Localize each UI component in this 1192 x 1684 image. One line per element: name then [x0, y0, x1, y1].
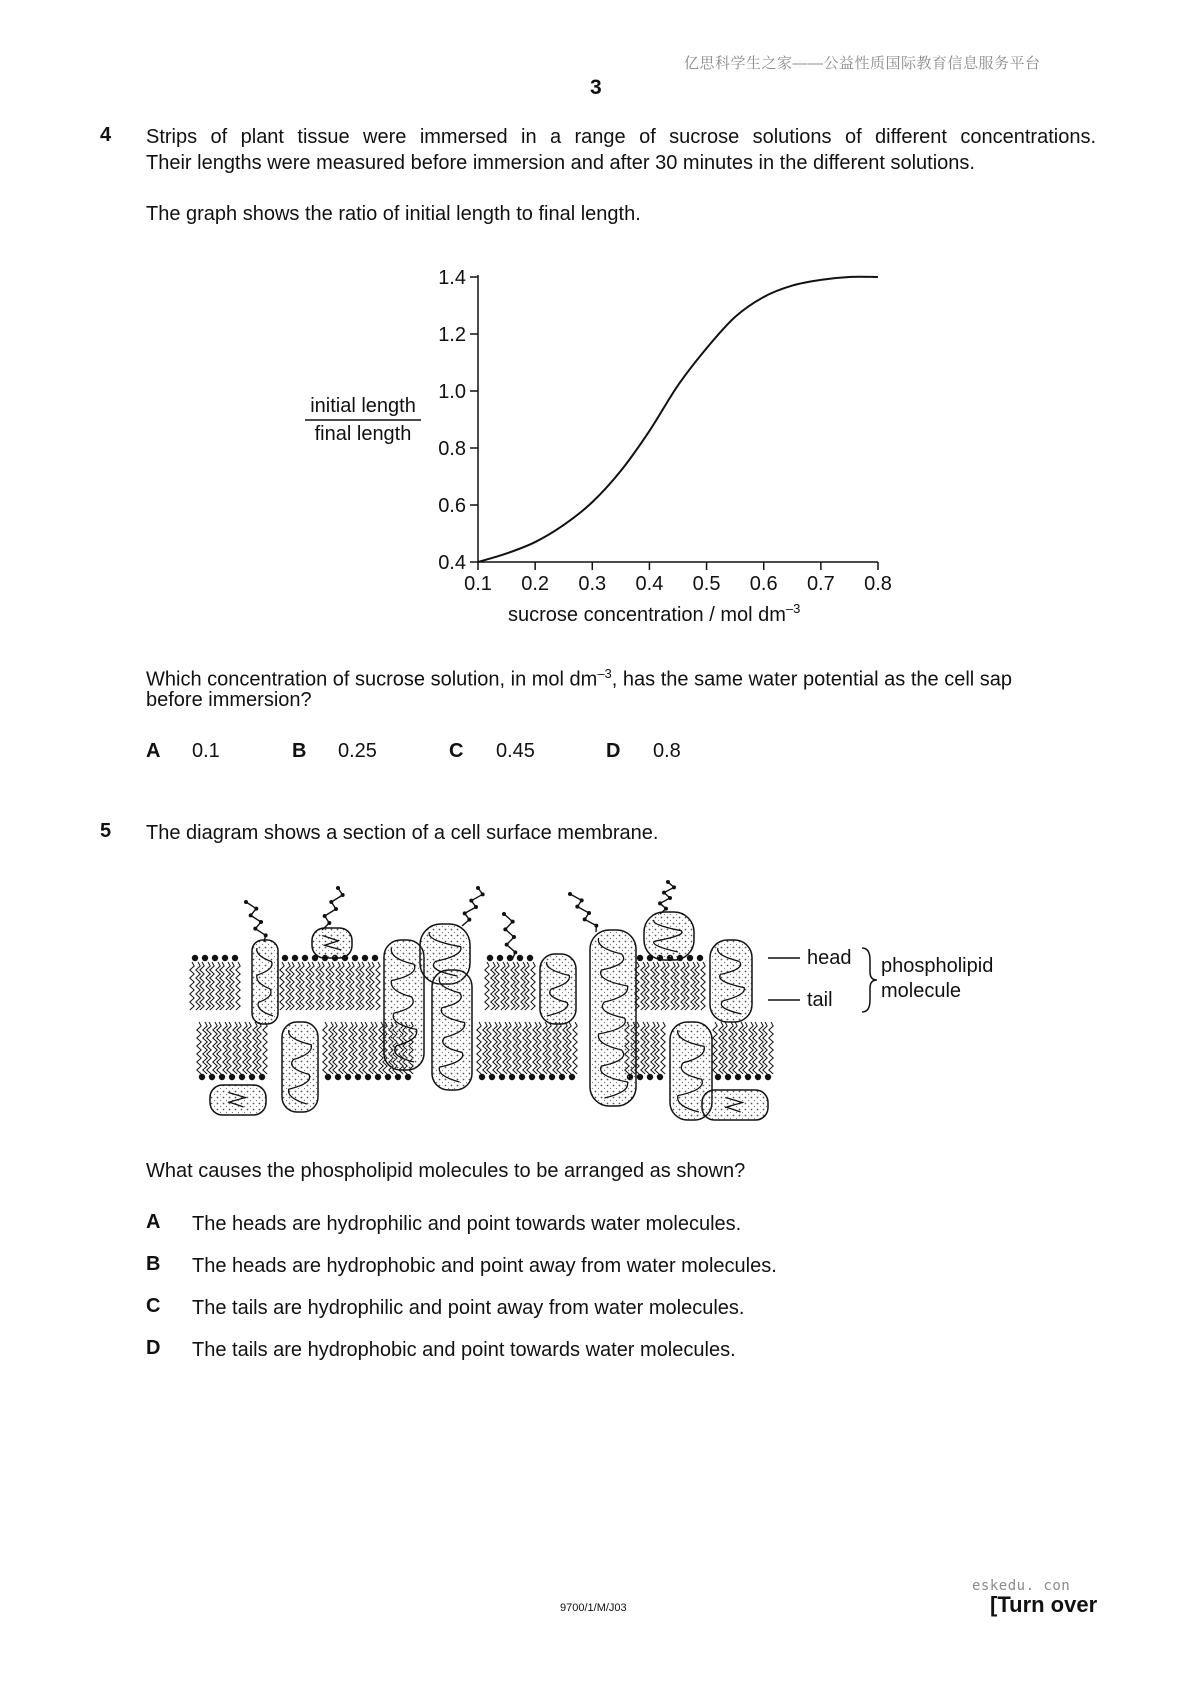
- phospholipid-head: [232, 955, 238, 961]
- chart-y-tick-label: 1.4: [438, 267, 466, 289]
- question-4-line-1: Strips of plant tissue were immersed in a range of sucrose solutions of different concentrations.: [146, 126, 1096, 148]
- sugar-unit: [513, 950, 517, 954]
- sugar-unit: [568, 892, 572, 896]
- phospholipid-head: [697, 955, 703, 961]
- phospholipid-head: [529, 1074, 535, 1080]
- phospholipid-tail: [330, 962, 334, 1010]
- phospholipid-head: [647, 1074, 653, 1080]
- turn-over-label: [Turn over: [990, 1592, 1098, 1617]
- sugar-unit: [583, 917, 587, 921]
- phospholipid-head: [725, 1074, 731, 1080]
- sugar-unit: [662, 891, 666, 895]
- phospholipid-head: [199, 1074, 205, 1080]
- chart-ylabel-denominator: final length: [314, 423, 412, 445]
- phospholipid-head: [489, 1074, 495, 1080]
- sugar-unit: [476, 886, 480, 890]
- chart-series-line: [478, 277, 878, 562]
- phospholipid-tail: [263, 1022, 267, 1074]
- q4-option-d-letter: D: [606, 740, 621, 762]
- chart-x-tick-label: 0.5: [692, 573, 721, 595]
- sugar-unit: [467, 918, 471, 922]
- phospholipid-head: [222, 955, 228, 961]
- membrane-proteins: [210, 912, 768, 1120]
- watermark-text: 亿思科学生之家——公益性质国际教育信息服务平台: [684, 55, 1041, 72]
- phospholipid-head: [517, 955, 523, 961]
- phospholipid-tail: [376, 962, 380, 1010]
- question-4-line-2: Their lengths were measured before immersion and after 30 minutes in the different solutions.: [146, 152, 975, 174]
- question-5-number: 5: [100, 820, 112, 842]
- label-head: head: [807, 947, 852, 969]
- glycoprotein-chain: [322, 888, 343, 930]
- sugar-unit: [259, 920, 263, 924]
- sugar-unit: [580, 898, 584, 902]
- phospholipid-tail: [230, 962, 234, 1010]
- chart-xlabel: sucrose concentration / mol $dm^{-3}$: [508, 601, 801, 626]
- phospholipid-head: [212, 955, 218, 961]
- phospholipid-head: [569, 1074, 575, 1080]
- footer-code: 9700/1/M/J03: [560, 1602, 627, 1614]
- chart-x-tick-label: 0.1: [464, 573, 492, 595]
- page-number: 3: [590, 76, 602, 99]
- phospholipid-head: [559, 1074, 565, 1080]
- phospholipid-tail: [300, 962, 304, 1010]
- phospholipid-tail: [695, 962, 699, 1010]
- phospholipid-head: [637, 1074, 643, 1080]
- phospholipid-head: [259, 1074, 265, 1080]
- phospholipid-head: [657, 1074, 663, 1080]
- question-4-question-line-2: before immersion?: [146, 689, 312, 711]
- q4-option-c-value: 0.45: [496, 740, 535, 762]
- q5-option-c-text: The tails are hydrophilic and point away from water molecules.: [192, 1297, 745, 1319]
- phospholipid-head: [209, 1074, 215, 1080]
- sugar-unit: [336, 886, 340, 890]
- sugar-unit: [502, 912, 506, 916]
- phospholipid-tail: [531, 962, 535, 1010]
- sugar-unit: [664, 907, 668, 911]
- sugar-unit: [594, 924, 598, 928]
- sugar-unit: [666, 880, 670, 884]
- phospholipid-head: [527, 955, 533, 961]
- q5-option-d-letter: D: [146, 1337, 161, 1359]
- phospholipid-head: [362, 955, 368, 961]
- chart-x-tick-label: 0.2: [521, 573, 550, 595]
- sugar-unit: [672, 885, 676, 889]
- phospholipid-tail: [360, 962, 364, 1010]
- q4-option-a-value: 0.1: [192, 740, 220, 762]
- membrane-protein: [252, 940, 278, 1024]
- sugar-unit: [668, 896, 672, 900]
- phospholipid-head: [519, 1074, 525, 1080]
- chart-x-tick-label: 0.4: [635, 573, 664, 595]
- phospholipid-head: [765, 1074, 771, 1080]
- phospholipid-head: [745, 1074, 751, 1080]
- membrane-protein: [432, 970, 472, 1090]
- phospholipid-head: [365, 1074, 371, 1080]
- phospholipid-head: [755, 1074, 761, 1080]
- phospholipid-head: [325, 1074, 331, 1080]
- phospholipid-tail: [655, 962, 659, 1010]
- phospholipid-tail: [236, 962, 240, 1010]
- sugar-unit: [249, 913, 253, 917]
- phospholipid-head: [405, 1074, 411, 1080]
- label-brace: [862, 948, 877, 1012]
- phospholipid-tail: [661, 1022, 665, 1074]
- sugar-unit: [575, 905, 579, 909]
- phospholipid-tail: [197, 1022, 201, 1074]
- cell-membrane-diagram: [0, 880, 1192, 1140]
- q5-option-c-letter: C: [146, 1295, 161, 1317]
- phospholipid-head: [637, 955, 643, 961]
- phospholipid-tail: [190, 962, 194, 1010]
- phospholipid-tail: [685, 962, 689, 1010]
- q5-option-b-letter: B: [146, 1253, 161, 1275]
- sugar-unit: [503, 927, 507, 931]
- sugar-unit: [253, 927, 257, 931]
- chart-ylabel-numerator: initial length: [310, 395, 416, 417]
- phospholipid-tail: [310, 962, 314, 1010]
- sugar-unit: [463, 911, 467, 915]
- phospholipid-head: [735, 1074, 741, 1080]
- phospholipid-head: [395, 1074, 401, 1080]
- phospholipid-tail: [220, 962, 224, 1010]
- question-4-question: Which concentration of sucrose solution, in mol $dm^{-3}$, has the same water potential as the cell sap: [146, 666, 1013, 691]
- footer-watermark: eskedu. con: [972, 1578, 1071, 1594]
- sugar-unit: [505, 943, 509, 947]
- phospholipid-head: [499, 1074, 505, 1080]
- chart-y-tick-label: 1.0: [438, 381, 466, 403]
- q4-option-b-value: 0.25: [338, 740, 377, 762]
- phospholipid-head: [292, 955, 298, 961]
- membrane-protein: [710, 940, 752, 1022]
- membrane-protein: [282, 1022, 318, 1112]
- phospholipid-tail: [515, 962, 519, 1010]
- label-molecule: molecule: [881, 980, 962, 1002]
- chart-ticks: [438, 267, 892, 595]
- phospholipid-head: [229, 1074, 235, 1080]
- sugar-unit: [244, 900, 248, 904]
- phospholipid-head: [249, 1074, 255, 1080]
- glycoprotein-chain: [462, 888, 483, 926]
- phospholipid-tail: [290, 962, 294, 1010]
- phospholipid-tail: [645, 962, 649, 1010]
- phospholipid-head: [345, 1074, 351, 1080]
- membrane-protein: [384, 940, 424, 1070]
- phospholipid-head: [282, 955, 288, 961]
- q5-option-d-text: The tails are hydrophobic and point towards water molecules.: [192, 1339, 736, 1361]
- phospholipid-head: [549, 1074, 555, 1080]
- sugar-unit: [512, 935, 516, 939]
- phospholipid-head: [715, 1074, 721, 1080]
- membrane-protein: [590, 930, 636, 1106]
- phospholipid-head: [239, 1074, 245, 1080]
- sugar-unit: [658, 901, 662, 905]
- chart-y-tick-label: 0.6: [438, 495, 466, 517]
- phospholipid-head: [539, 1074, 545, 1080]
- phospholipid-tail: [495, 962, 499, 1010]
- q5-option-a-text: The heads are hydrophilic and point towards water molecules.: [192, 1213, 742, 1235]
- phospholipid-head: [479, 1074, 485, 1080]
- phospholipid-tail: [665, 962, 669, 1010]
- phospholipid-tail: [370, 962, 374, 1010]
- phospholipid-tail: [320, 962, 324, 1010]
- q5-option-b-text: The heads are hydrophobic and point away from water molecules.: [192, 1255, 777, 1277]
- sugar-unit: [587, 911, 591, 915]
- phospholipid-head: [302, 955, 308, 961]
- phospholipid-tail: [350, 962, 354, 1010]
- q4-option-a-letter: A: [146, 740, 161, 762]
- sugar-unit: [327, 921, 331, 925]
- phospholipid-head: [192, 955, 198, 961]
- phospholipid-head: [687, 955, 693, 961]
- sugar-unit: [511, 920, 515, 924]
- q5-option-a-letter: A: [146, 1211, 161, 1233]
- sugar-unit: [481, 892, 485, 896]
- sugar-unit: [254, 907, 258, 911]
- membrane-protein: [540, 954, 576, 1024]
- phospholipid-head: [219, 1074, 225, 1080]
- ratio-chart: [0, 0, 1192, 660]
- question-5-intro: The diagram shows a section of a cell surface membrane.: [146, 822, 659, 844]
- sugar-unit: [264, 933, 268, 937]
- phospholipid-tail: [769, 1022, 773, 1074]
- phospholipid-tail: [573, 1022, 577, 1074]
- phospholipid-tail: [200, 962, 204, 1010]
- chart-y-tick-label: 0.4: [438, 552, 466, 574]
- phospholipid-head: [375, 1074, 381, 1080]
- chart-axes: [478, 275, 878, 562]
- phospholipid-head: [352, 955, 358, 961]
- question-5-question: What causes the phospholipid molecules to be arranged as shown?: [146, 1160, 746, 1182]
- phospholipid-head: [202, 955, 208, 961]
- sugar-unit: [323, 914, 327, 918]
- phospholipid-tail: [675, 962, 679, 1010]
- chart-x-tick-label: 0.7: [806, 573, 835, 595]
- phospholipid-head: [497, 955, 503, 961]
- membrane-protein: [644, 912, 694, 960]
- label-phospholipid: phospholipid: [881, 955, 994, 977]
- chart-x-tick-label: 0.8: [864, 573, 892, 595]
- phospholipid-tail: [525, 962, 529, 1010]
- phospholipid-tail: [210, 962, 214, 1010]
- label-tail: tail: [807, 989, 833, 1011]
- phospholipid-tail: [701, 962, 705, 1010]
- phospholipid-head: [385, 1074, 391, 1080]
- chart-x-tick-label: 0.3: [578, 573, 607, 595]
- sugar-unit: [469, 899, 473, 903]
- phospholipid-tail: [280, 962, 284, 1010]
- q4-option-b-letter: B: [292, 740, 307, 762]
- chart-y-tick-label: 0.8: [438, 438, 466, 460]
- phospholipid-head: [355, 1074, 361, 1080]
- sugar-unit: [474, 905, 478, 909]
- sugar-unit: [341, 893, 345, 897]
- sugar-unit: [329, 900, 333, 904]
- phospholipid-tail: [323, 1022, 327, 1074]
- question-4-intro: The graph shows the ratio of initial length to final length.: [146, 203, 641, 225]
- q4-option-d-value: 0.8: [653, 740, 681, 762]
- phospholipid-tail: [485, 962, 489, 1010]
- phospholipid-tail: [477, 1022, 481, 1074]
- phospholipid-tail: [505, 962, 509, 1010]
- question-4-number: 4: [100, 124, 112, 146]
- phospholipid-tail: [713, 1022, 717, 1074]
- phospholipid-head: [335, 1074, 341, 1080]
- q4-option-c-letter: C: [449, 740, 464, 762]
- sugar-unit: [334, 907, 338, 911]
- phospholipid-head: [372, 955, 378, 961]
- phospholipid-head: [487, 955, 493, 961]
- chart-y-tick-label: 1.2: [438, 324, 466, 346]
- phospholipid-head: [509, 1074, 515, 1080]
- phospholipid-tail: [340, 962, 344, 1010]
- chart-x-tick-label: 0.6: [749, 573, 778, 595]
